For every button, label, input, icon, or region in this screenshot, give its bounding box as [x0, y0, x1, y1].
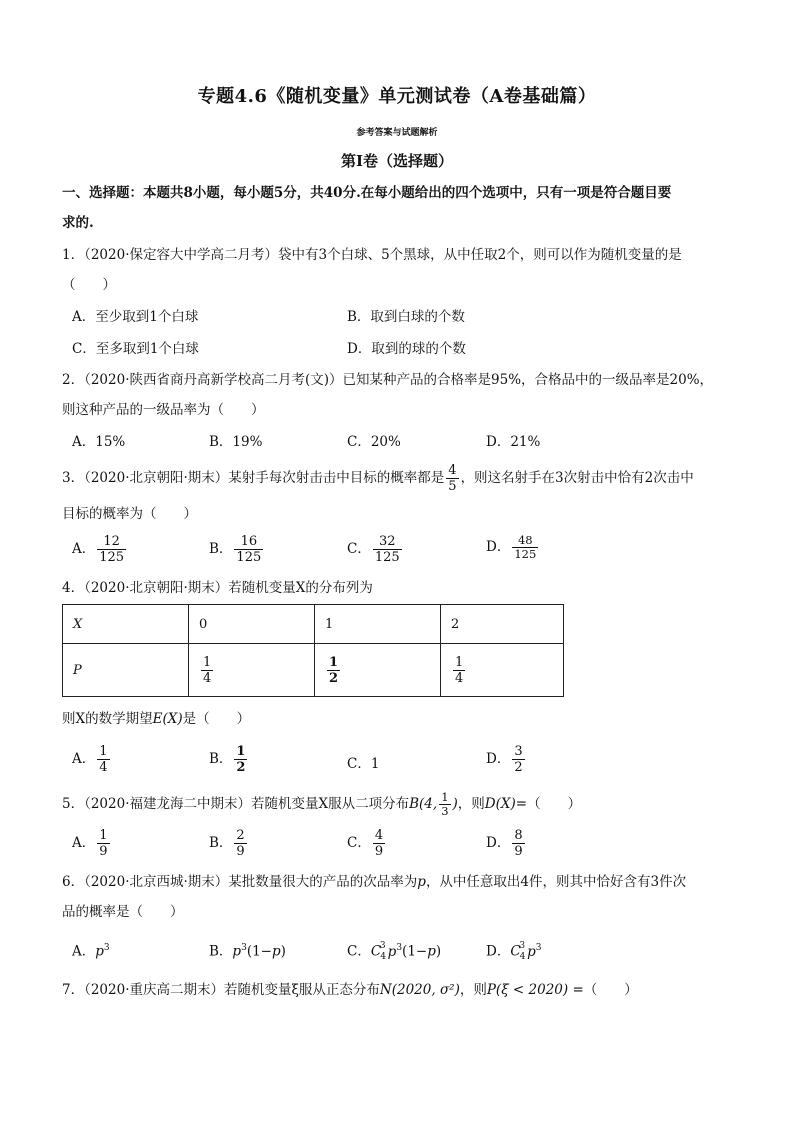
q3-stem-b: ，则这名射手在3次射击中恰有2次击中	[460, 470, 694, 486]
instructions-line-1: 一、选择题：本题共8小题，每小题5分，共40分.在每小题给出的四个选项中，只有一项是符合题目要	[62, 185, 672, 201]
q2-option-a: A．15%	[72, 434, 126, 450]
table-cell: X	[63, 605, 189, 644]
q6-stem-2: 品的概率是（ ）	[62, 904, 184, 920]
q4-stem: 4．（2020·北京朝阳·期末）若随机变量X的分布列为	[62, 580, 373, 596]
q1-option-d: D．取到的球的个数	[347, 341, 466, 357]
distribution-table	[62, 604, 564, 697]
q1-stem: 1．（2020·保定容大中学高二月考）袋中有3个白球、5个黑球，从中任取2个，则可以作为随机变量的是	[62, 247, 682, 263]
table-row	[63, 605, 564, 644]
table-cell: 1	[315, 605, 441, 644]
q4-option-b: B． $\frac{1}{2}$	[209, 744, 246, 775]
q2-stem-2: 则这种产品的一级品率为（ ）	[62, 402, 265, 418]
q1-option-b: B．取到白球的个数	[347, 309, 465, 325]
table-cell: 2	[441, 605, 564, 644]
q3-option-b: B． $\frac{16}{125}$	[209, 534, 262, 565]
q2-option-b: B．19%	[209, 434, 263, 450]
q7-expression: P(ξ < 2020) =	[486, 982, 584, 998]
q4-option-d: D． $\frac{3}{2}$	[486, 744, 523, 775]
table-cell: P	[63, 644, 189, 697]
table-cell: $\frac{1}{2}$	[315, 644, 441, 697]
q2-option-c: C．20%	[347, 434, 401, 450]
q6-option-c: C．$C_4^3$ $p^3(1-p)$	[347, 941, 442, 963]
q5-option-d: D． $\frac{8}{9}$	[486, 828, 523, 859]
q3-option-a: A． $\frac{12}{125}$	[72, 534, 125, 565]
table-cell: 0	[189, 605, 315, 644]
q7-distribution: N(2020, σ²)	[379, 982, 460, 998]
q1-stem-2: （ ）	[62, 277, 116, 293]
q6-option-b: B．$p^3(1-p)$	[209, 943, 286, 960]
q5-option-b: B． $\frac{2}{9}$	[209, 828, 245, 859]
q4-option-c: C．1	[347, 756, 380, 772]
q3-option-c: C． $\frac{32}{125}$	[347, 534, 400, 565]
q5-stem: 5．（2020·福建龙海二中期末）若随机变量X服从二项分布B(4, $\frac{1}{3}$ )，则D(X)=（ ）	[62, 790, 582, 818]
q2-option-d: D．21%	[486, 434, 541, 450]
instructions-line-2: 求的.	[62, 215, 94, 231]
q5-option-a: A． $\frac{1}{9}$	[72, 828, 108, 859]
q6-option-a: A．$p^3$	[72, 943, 110, 960]
q2-stem: 2．（2020·陕西省商丹高新学校高二月考(文)）已知某种产品的合格率是95%，合格品中的一级品率是20%，	[62, 372, 714, 388]
q5-option-c: C． $\frac{4}{9}$	[347, 828, 384, 859]
section-heading: 第Ⅰ卷（选择题）	[340, 152, 454, 170]
q6-option-d: D．$C_4^3$ $p^3$	[486, 941, 542, 963]
q1-option-c: C．至多取到1个白球	[72, 341, 199, 357]
q4-option-a: A． $\frac{1}{4}$	[72, 744, 108, 775]
table-cell: $\frac{1}{4}$	[441, 644, 564, 697]
table-cell: $\frac{1}{4}$	[189, 644, 315, 697]
q3-fraction: $\frac{4}{5}$	[448, 463, 457, 494]
q4-ask: 则X的数学期望E(X)是（ ）	[62, 711, 251, 727]
q3-option-d: D． $\frac{48}{125}$	[486, 533, 537, 561]
q5-binom-fraction: $\frac{1}{3}$	[441, 790, 449, 818]
q7-stem: 7．（2020·重庆高二期末）若随机变量ξ服从正态分布N(2020, σ²)，则P(ξ < 2020) =（ ）	[62, 982, 638, 998]
q6-stem: 6．（2020·北京西城·期末）某批数量很大的产品的次品率为p，从中任意取出4件，则其中恰好含有3件次	[62, 874, 687, 890]
q3-stem-2: 目标的概率为（ ）	[62, 506, 197, 522]
table-row	[63, 644, 564, 697]
doc-subtitle: 参考答案与试题解析	[356, 128, 438, 138]
q3-stem-a: 3．（2020·北京朝阳·期末）某射手每次射击击中目标的概率都是	[62, 470, 445, 486]
doc-title: 专题4.6《随机变量》单元测试卷（A卷基础篇）	[197, 86, 597, 107]
q1-option-a: A．至少取到1个白球	[72, 309, 199, 325]
q4-expectation-expr: E(X)	[152, 711, 183, 727]
q3-stem	[62, 460, 694, 496]
